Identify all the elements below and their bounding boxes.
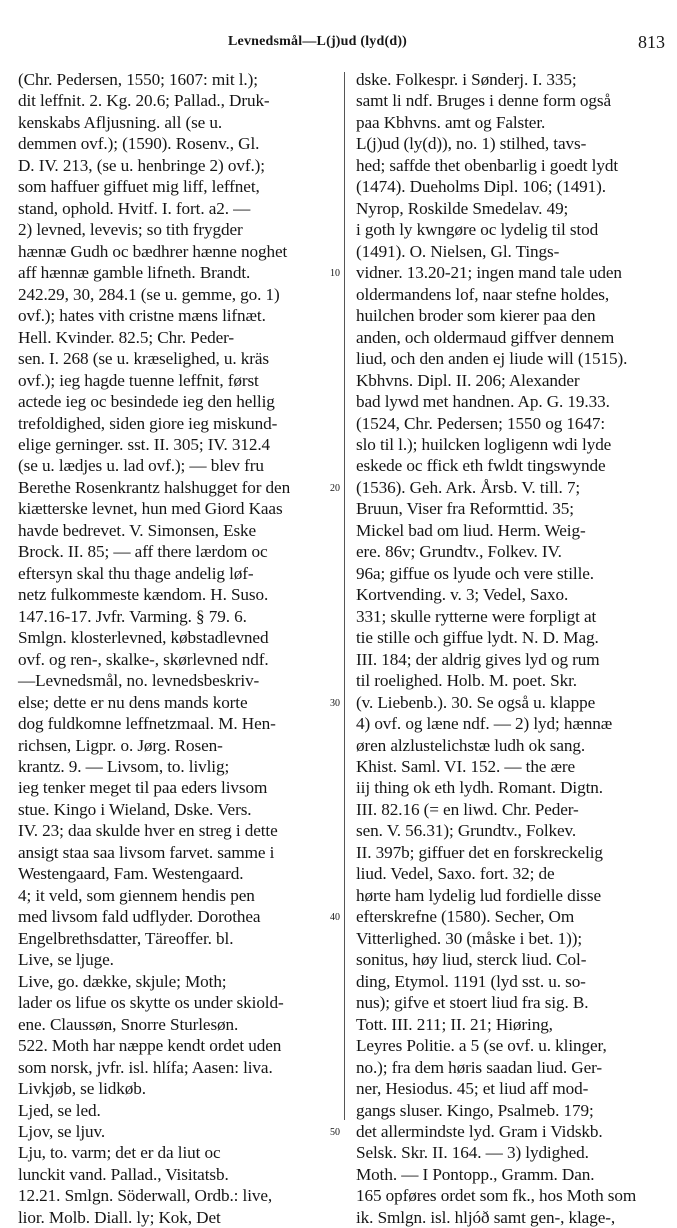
text-line: ik. Smlgn. isl. hljóð samt gen-, klage-, (356, 1207, 616, 1227)
text-line: III. 184; der aldrig gives lyd og rum (356, 649, 600, 669)
text-line: sen. I. 268 (se u. kræselighed, u. kräs (18, 349, 270, 369)
text-line: (1491). O. Nielsen, Gl. Tings- (356, 241, 560, 261)
text-line: øren alzlustelichstæ ludh ok sang. (356, 735, 586, 755)
text-line: (Chr. Pedersen, 1550; 1607: mit l.); (18, 70, 258, 89)
text-line: Kbhvns. Dipl. II. 206; Alexander (356, 370, 580, 390)
text-line: det allermindste lyd. Gram i Vidskb. (356, 1121, 603, 1141)
text-line: (se u. lædjes u. lad ovf.); — blev fru (18, 456, 264, 476)
text-line: ansigt staa saa livsom farvet. samme i (18, 842, 275, 862)
text-line: 331; skulle rytterne were forpligt at (356, 606, 597, 626)
text-line: no.); fra dem høris saadan liud. Ger- (356, 1057, 603, 1077)
text-line: stand, ophold. Hvitf. I. fort. a2. — (18, 198, 251, 218)
line-number: 10 (330, 268, 340, 280)
line-number: 20 (330, 482, 340, 494)
text-line: Bruun, Viser fra Reformttid. 35; (356, 499, 574, 519)
line-number: 50 (330, 1127, 340, 1139)
text-line: sen. V. 56.31); Grundtv., Folkev. (356, 821, 577, 841)
text-line: oldermandens lof, naar stefne holdes, (356, 284, 610, 304)
text-line: bad lywd met handnen. Ap. G. 19.33. (356, 392, 610, 412)
text-line: 12.21. Smlgn. Söderwall, Ordb.: live, (18, 1186, 273, 1206)
text-line: til roelighed. Holb. M. poet. Skr. (356, 671, 577, 691)
text-line: liud, och den anden ej liude will (1515). (356, 349, 628, 369)
text-line: paa Kbhvns. amt og Falster. (356, 112, 546, 132)
text-line: Nyrop, Roskilde Smedelav. 49; (356, 198, 569, 218)
text-line: Berethe Rosenkrantz halshugget for den (18, 477, 291, 497)
text-line: Livkjøb, se lidkøb. (18, 1079, 146, 1099)
line-number: 30 (330, 697, 340, 709)
text-line: ovf. og ren-, skalke-, skørlevned ndf. (18, 649, 269, 669)
text-line: netz fulkommeste kændom. H. Suso. (18, 585, 269, 605)
text-line: Live, go. dække, skjule; Moth; (18, 971, 227, 991)
text-line: 522. Moth har næppe kendt ordet uden (18, 1036, 282, 1056)
text-line: Engelbrethsdatter, Täreoffer. bl. (18, 928, 234, 948)
text-line: (1524, Chr. Pedersen; 1550 og 1647: (356, 413, 606, 433)
text-line: samt li ndf. Bruges i denne form også (356, 91, 612, 111)
text-line: II. 397b; giffuer det en forskreckelig (356, 842, 603, 862)
text-line: hørte ham lydelig lud fordielle disse (356, 885, 601, 905)
text-line: demmen ovf.); (1590). Rosenv., Gl. (18, 134, 260, 154)
text-line: L(j)ud (ly(d)), no. 1) stilhed, tavs- (356, 134, 587, 154)
text-line: lunckit vand. Pallad., Visitatsb. (18, 1164, 229, 1184)
text-line: ner, Hesiodus. 45; et liud aff mod- (356, 1079, 589, 1099)
text-line: Brock. II. 85; — aff there lærdom oc (18, 542, 268, 562)
text-line: Smlgn. klosterlevned, købstadlevned (18, 628, 269, 648)
text-line: stue. Kingo i Wieland, Dske. Vers. (18, 799, 252, 819)
text-line: 96a; giffue os lyude och vere stille. (356, 563, 594, 583)
text-line: hed; saffde thet obenbarlig i goedt lydt (356, 155, 619, 175)
text-line: (1474). Dueholms Dipl. 106; (1491). (356, 177, 606, 197)
text-line: sonitus, høy liud, sterck liud. Col- (356, 950, 587, 970)
page-number: 813 (638, 32, 665, 52)
text-line: 147.16-17. Jvfr. Varming. § 79. 6. (18, 606, 247, 626)
text-line: liud. Vedel, Saxo. fort. 32; de (356, 864, 555, 884)
text-line: ere. 86v; Grundtv., Folkev. IV. (356, 542, 562, 562)
text-line: 165 opføres ordet som fk., hos Moth som (356, 1186, 637, 1206)
text-line: ene. Claussøn, Snorre Sturlesøn. (18, 1014, 239, 1034)
text-line: nus); gifve et stoert liud fra sig. B. (356, 993, 589, 1013)
text-line: IV. 23; daa skulde hver en streg i dette (18, 821, 278, 841)
text-line: D. IV. 213, (se u. henbringe 2) ovf.); (18, 155, 265, 175)
text-line: som norsk, jvfr. isl. hlífa; Aasen: liva. (18, 1057, 273, 1077)
text-line: 242.29, 30, 284.1 (se u. gemme, go. 1) (18, 284, 280, 304)
text-line: vidner. 13.20-21; ingen mand tale uden (356, 263, 622, 283)
text-line: kenskabs Afljusning. all (se u. (18, 112, 223, 132)
text-line: dit leffnit. 2. Kg. 20.6; Pallad., Druk- (18, 91, 270, 111)
text-line: Live, se ljuge. (18, 950, 114, 970)
text-line: richsen, Ligpr. o. Jørg. Rosen- (18, 735, 223, 755)
text-line: krantz. 9. — Livsom, to. livlig; (18, 757, 230, 776)
text-line: Mickel bad om liud. Herm. Weig- (356, 520, 586, 540)
text-line: III. 82.16 (= en liwd. Chr. Peder- (356, 799, 579, 819)
column-divider (344, 72, 345, 1120)
right-column (356, 69, 668, 1228)
text-line: iij thing ok eth lydh. Romant. Digtn. (356, 778, 603, 798)
text-line: 4) ovf. og læne ndf. — 2) lyd; hænnæ (356, 714, 613, 734)
text-line: Moth. — I Pontopp., Gramm. Dan. (356, 1164, 595, 1184)
text-line: efterskrefne (1580). Secher, Om (356, 907, 575, 927)
text-line: Ljov, se ljuv. (18, 1121, 106, 1141)
text-line: aff hænnæ gamble lifneth. Brandt. (18, 263, 251, 283)
text-line: Leyres Politie. a 5 (se ovf. u. klinger, (356, 1036, 607, 1056)
text-line: anden, och oldermaud giffver dennem (356, 327, 615, 347)
text-line: hænnæ Gudh oc bædhrer hænne noghet (18, 241, 288, 261)
text-line: Tott. III. 211; II. 21; Hiøring, (356, 1014, 553, 1034)
text-line: kiætterske levnet, hun med Giord Kaas (18, 499, 283, 519)
text-line: ding, Etymol. 1191 (lyd sst. u. so- (356, 971, 586, 991)
text-line: Lju, to. varm; det er da liut oc (18, 1143, 221, 1163)
text-line: (v. Liebenb.). 30. Se også u. klappe (356, 692, 596, 712)
text-line: Ljed, se led. (18, 1100, 101, 1120)
text-line: Khist. Saml. VI. 152. — the ære (356, 757, 576, 776)
text-line: ieg tenker meget til paa eders livsom (18, 778, 268, 798)
text-line: slo til l.); huilcken logligenn wdi lyde (356, 434, 612, 454)
text-line: ovf.); ieg hagde tuenne leffnit, først (18, 370, 259, 390)
text-line: som haffuer giffuet mig liff, leffnet, (18, 177, 260, 197)
text-line: 2) levned, levevis; so tith frygder (18, 220, 243, 240)
text-line: Vitterlighed. 30 (måske i bet. 1)); (356, 928, 583, 948)
text-line: (1536). Geh. Ark. Årsb. V. till. 7; (356, 477, 581, 497)
text-line: dog fuldkomne leffnetzmaal. M. Hen- (18, 714, 276, 734)
text-line: actede ieg oc besindede ieg den hellig (18, 392, 275, 412)
text-line: Kortvending. v. 3; Vedel, Saxo. (356, 585, 569, 605)
text-line: eftersyn skal thu thage andelig løf- (18, 563, 254, 583)
text-line: else; dette er nu dens mands korte (18, 692, 248, 712)
text-line: gangs sluser. Kingo, Psalmeb. 179; (356, 1100, 594, 1120)
text-line: lior. Molb. Diall. ly; Kok, Det (18, 1207, 221, 1227)
text-line: med livsom fald udflyder. Dorothea (18, 907, 261, 927)
text-line: —Levnedsmål, no. levnedsbeskriv- (18, 671, 260, 691)
running-head: Levnedsmål—L(j)ud (lyd(d)) (228, 34, 408, 49)
text-line: huilchen broder som kierer paa den (356, 306, 596, 326)
text-line: 4; it veld, som giennem hendis pen (18, 885, 255, 905)
text-line: tie stille och giffue lydt. N. D. Mag. (356, 628, 599, 648)
line-number: 40 (330, 912, 340, 924)
text-line: lader os lifue os skytte os under skiold- (18, 993, 284, 1013)
page-header (0, 30, 677, 58)
text-line: dske. Folkespr. i Sønderj. I. 335; (356, 70, 577, 89)
text-line: i goth ly kwngøre oc lydelig til stod (356, 220, 599, 240)
text-line: ovf.); hates vith cristne mæns lifnæt. (18, 306, 266, 326)
left-column (18, 69, 332, 1228)
text-line: havde bedrevet. V. Simonsen, Eske (18, 520, 257, 540)
text-line: eskede oc ffick eth fwldt tingswynde (356, 456, 606, 476)
text-line: Hell. Kvinder. 82.5; Chr. Peder- (18, 327, 235, 347)
text-line: elige gerninger. sst. II. 305; IV. 312.4 (18, 434, 271, 454)
text-line: Westengaard, Fam. Westengaard. (18, 864, 244, 884)
text-line: trefoldighed, siden giore ieg miskund- (18, 413, 278, 433)
text-line: Selsk. Skr. II. 164. — 3) lydighed. (356, 1143, 589, 1163)
